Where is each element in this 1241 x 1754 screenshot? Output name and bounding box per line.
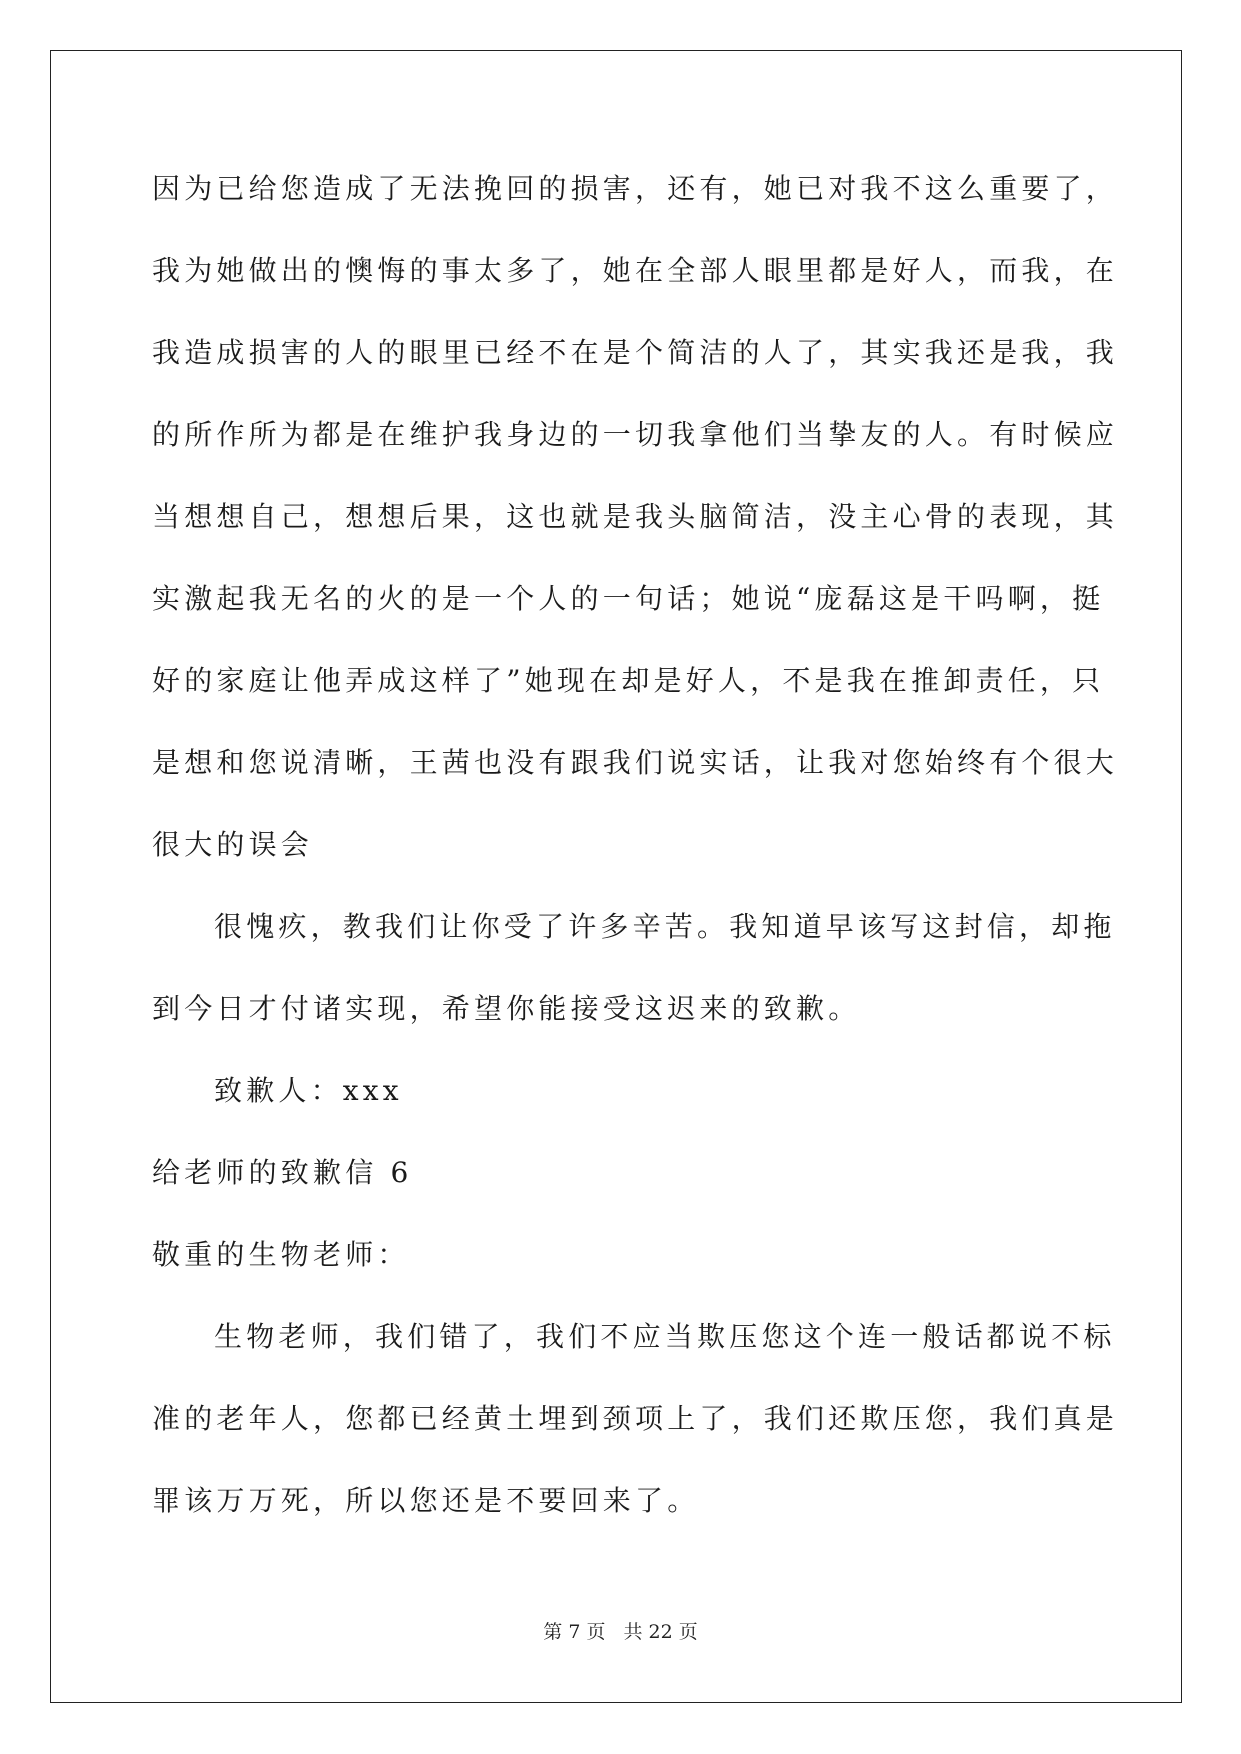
total-pages: 共 22 页 [623, 1621, 698, 1643]
paragraph-line: 好的家庭让他弄成这样了”她现在却是好人，不是我在推卸责任，只 [152, 664, 1105, 697]
paragraph-line: 很大的误会 [152, 828, 314, 861]
salutation: 敬重的生物老师： [152, 1238, 410, 1271]
signature-line: 致歉人：xxx [214, 1074, 403, 1107]
page-footer [0, 1617, 1241, 1644]
paragraph-line: 我造成损害的人的眼里已经不在是个简洁的人了，其实我还是我，我 [152, 336, 1119, 369]
paragraph-line: 到今日才付诸实现，希望你能接受这迟来的致歉。 [152, 992, 861, 1025]
paragraph-line: 是想和您说清晰，王茜也没有跟我们说实话，让我对您始终有个很大 [152, 746, 1119, 779]
paragraph-line: 准的老年人，您都已经黄土埋到颈项上了，我们还欺压您，我们真是 [152, 1402, 1119, 1435]
paragraph-line: 的所作所为都是在维护我身边的一切我拿他们当挚友的人。有时候应 [152, 418, 1119, 451]
paragraph-line: 很愧疚，教我们让你受了许多辛苦。我知道早该写这封信，却拖 [214, 910, 1116, 943]
paragraph-line: 因为已给您造成了无法挽回的损害，还有，她已对我不这么重要了， [152, 172, 1119, 205]
paragraph-line: 当想想自己，想想后果，这也就是我头脑简洁，没主心骨的表现，其 [152, 500, 1119, 533]
paragraph-line: 罪该万万死，所以您还是不要回来了。 [152, 1484, 700, 1517]
section-heading: 给老师的致歉信 6 [152, 1156, 413, 1189]
paragraph-line: 生物老师，我们错了，我们不应当欺压您这个连一般话都说不标 [214, 1320, 1116, 1353]
current-page-number: 第 7 页 [543, 1621, 606, 1643]
paragraph-line: 实激起我无名的火的是一个人的一句话；她说“庞磊这是干吗啊，挺 [152, 582, 1105, 615]
paragraph-line: 我为她做出的懊悔的事太多了，她在全部人眼里都是好人，而我，在 [152, 254, 1119, 287]
document-body [152, 148, 1119, 1542]
